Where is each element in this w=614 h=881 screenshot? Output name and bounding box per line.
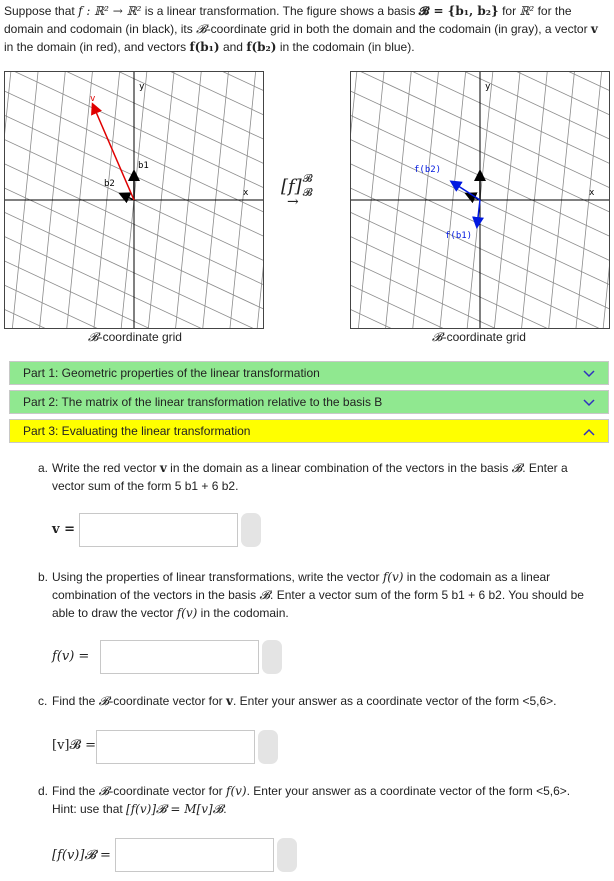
intro-math: v <box>590 22 598 36</box>
question-math: 𝓑 <box>259 588 271 602</box>
question-math: [f(v)]𝓑 = M[v]𝓑 <box>126 802 224 816</box>
map-arrow: → <box>287 194 299 210</box>
x-axis-label: x <box>243 188 249 198</box>
question-text: Find the <box>52 694 99 708</box>
matrix-sub: 𝓑 <box>302 186 313 199</box>
chevron-down-icon <box>582 367 596 381</box>
f-b1-label: f(b1) <box>445 231 473 241</box>
question-math: f(v) <box>382 570 404 584</box>
caption-symbol: 𝓑 <box>88 330 99 344</box>
question-text: Write the red vector <box>52 461 160 475</box>
answer-c-input[interactable] <box>97 731 254 763</box>
part-label: Part 1: Geometric properties of the linear transformation <box>23 366 320 380</box>
b2-label: b2 <box>104 179 115 189</box>
intro-text: in the codomain (in blue). <box>276 40 415 54</box>
answer-d-field[interactable] <box>115 838 274 872</box>
answer-b-field[interactable] <box>100 640 259 674</box>
part-2-header[interactable] <box>9 390 609 414</box>
question-text: in the domain as a linear combination of the vectors in the basis <box>166 461 512 475</box>
question-text: Using the properties of linear transformations, write the vector <box>52 570 383 584</box>
intro-text: for <box>498 4 520 18</box>
answer-b-status <box>262 640 282 674</box>
x-axis-label: x <box>589 188 595 198</box>
caption-text: -coordinate grid <box>442 330 526 344</box>
f-b2-label: f(b2) <box>414 165 442 175</box>
part-label: Part 3: Evaluating the linear transformation <box>23 424 251 438</box>
matrix-sup: 𝓑 <box>302 172 313 185</box>
codomain-graph <box>350 71 610 329</box>
y-axis-label: y <box>139 82 145 92</box>
answer-c-label: [v]𝓑 = <box>52 738 96 753</box>
intro-text: for the domain and codomain (in black), its <box>4 4 572 36</box>
part-label: Part 2: The matrix of the linear transformation relative to the basis B <box>23 395 383 409</box>
answer-b-input[interactable] <box>101 641 258 673</box>
answer-d-label: [f(v)]𝓑 = <box>52 848 111 863</box>
answer-a-label: v = <box>52 522 75 537</box>
answer-a-input[interactable] <box>80 514 237 546</box>
chevron-down-icon <box>582 396 596 410</box>
f-b2-vector <box>452 182 480 200</box>
intro-text: and <box>219 40 247 54</box>
question-a <box>38 459 592 495</box>
question-b <box>38 568 592 622</box>
answer-d-status <box>277 838 297 872</box>
transformation-matrix-symbol <box>281 172 313 210</box>
caption-text: -coordinate grid <box>98 330 182 344</box>
answer-d-input[interactable] <box>116 839 273 871</box>
question-d <box>38 782 592 818</box>
question-text: Find the <box>52 784 99 798</box>
intro-math: f(b₁) <box>189 40 220 54</box>
part-3-header[interactable] <box>9 419 609 443</box>
intro-text: in the domain (in red), and vectors <box>4 40 190 54</box>
question-math: v <box>159 461 167 475</box>
y-axis-label: y <box>485 82 491 92</box>
part-1-header[interactable] <box>9 361 609 385</box>
question-math: 𝓑 <box>98 784 110 798</box>
intro-math: ℝ² <box>519 4 535 18</box>
answer-a-field[interactable] <box>79 513 238 547</box>
intro-text: Suppose that <box>4 4 79 18</box>
question-math: 𝓑 <box>98 694 110 708</box>
question-text: . Enter a vector sum of the form 5 b1 + 6 b2. You should be able to draw the vector <box>52 588 584 620</box>
question-prefix: a. <box>38 461 49 475</box>
question-text: -coordinate vector for <box>109 784 227 798</box>
domain-caption <box>88 330 182 345</box>
intro-text: is a linear transformation. The figure shows a basis <box>141 4 419 18</box>
question-prefix: c. <box>38 694 48 708</box>
chevron-up-icon <box>582 425 596 439</box>
question-prefix: b. <box>38 570 49 584</box>
codomain-caption <box>432 330 526 345</box>
intro-text: -coordinate grid in both the domain and the codomain (in gray), a vector <box>206 22 591 36</box>
question-text: in the codomain as a linear combination of the vectors in the basis <box>52 570 551 602</box>
question-math: v <box>226 694 233 708</box>
matrix-bracket: [f] <box>281 176 302 197</box>
question-math: 𝓑 <box>511 461 523 475</box>
question-math: f(v) <box>226 784 247 798</box>
question-c <box>38 692 592 710</box>
b1-label: b1 <box>138 161 149 171</box>
intro-math: f : ℝ² → ℝ² <box>78 4 142 18</box>
problem-statement <box>4 2 610 56</box>
answer-b-label: f(v) = <box>52 649 90 664</box>
question-prefix: d. <box>38 784 49 798</box>
intro-math: f(b₂) <box>246 40 277 54</box>
question-text: -coordinate vector for <box>109 694 227 708</box>
intro-math: 𝓑 <box>196 22 207 36</box>
question-text: . Enter your answer as a coordinate vector of the form <5,6>. Hint: use that <box>52 784 571 816</box>
domain-graph <box>4 71 264 329</box>
question-text: . Enter your answer as a coordinate vector of the form <5,6>. <box>233 694 557 708</box>
answer-c-field[interactable] <box>96 730 255 764</box>
question-text: . <box>223 802 227 816</box>
question-math: f(v) <box>176 606 198 620</box>
v-label: v <box>90 94 96 104</box>
caption-symbol: 𝓑 <box>432 330 443 344</box>
answer-c-status <box>258 730 278 764</box>
question-text: in the codomain. <box>197 606 289 620</box>
answer-a-status <box>241 513 261 547</box>
intro-math: 𝓑 = {b₁, b₂} <box>418 4 499 18</box>
question-text: . Enter a vector sum of the form 5 b1 + 6 b2. <box>52 461 568 493</box>
